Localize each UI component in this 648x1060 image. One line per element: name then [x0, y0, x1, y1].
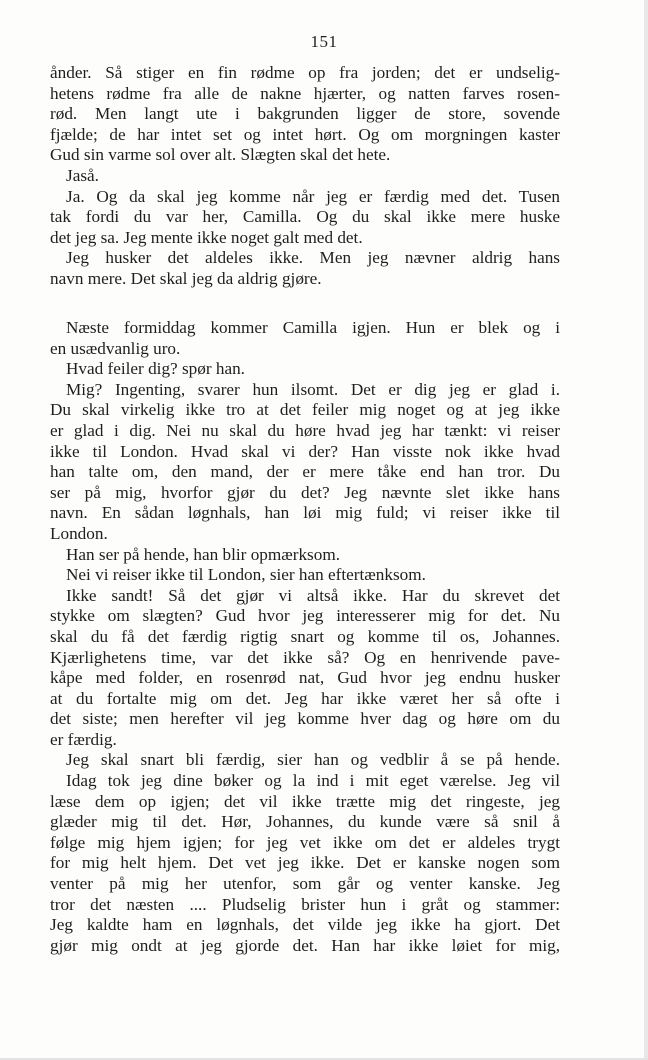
text-line: er glad i dig. Nei nu skal du høre hvad jeg har tænkt: vi reiser [50, 420, 560, 440]
text-line: navn. En sådan løgnhals, han løi mig fuld; vi reiser ikke til [50, 503, 560, 523]
text-block-lower [50, 318, 560, 956]
page-number: 151 [310, 32, 338, 51]
text-line: Ja. Og da skal jeg komme når jeg er færdig med det. Tusen [66, 186, 560, 206]
text-line: kåpe med folder, en rosenrød nat, Gud hvor jeg endnu husker [50, 668, 560, 688]
text-line: rød. Men langt ute i bakgrunden ligger de store, sovende [50, 104, 560, 124]
text-line: Mig? Ingenting, svarer hun ilsomt. Det er dig jeg er glad i. [66, 379, 560, 399]
text-line: ånder. Så stiger en fin rødme op fra jorden; det er undselig- [50, 63, 560, 82]
text-line: Nei vi reiser ikke til London, sier han eftertænksom. [66, 565, 426, 585]
text-line: for mig helt hjem. Det vet jeg ikke. Det er kanske nogen som [50, 853, 560, 873]
text-line: Hvad feiler dig? spør han. [66, 359, 245, 379]
text-line: det jeg sa. Jeg mente ikke noget galt med det. [50, 227, 363, 247]
text-block-upper [50, 63, 560, 290]
text-line: en usædvanlig uro. [50, 338, 181, 358]
text-line: fjælde; de har intet set og intet hørt. Og om morgningen kaster [50, 124, 560, 144]
text-line: Jeg kaldte ham en løgnhals, det vilde jeg ikke ha gjort. Det [50, 915, 560, 935]
text-line: ikke til London. Hvad skal vi der? Han visste nok ikke hvad [50, 441, 560, 461]
text-line: Jaså. [66, 165, 99, 185]
text-line: Næste formiddag kommer Camilla igjen. Hun er blek og i [66, 318, 560, 337]
text-line: det siste; men herefter vil jeg komme hver dag og høre om du [50, 709, 560, 729]
text-line: tak fordi du var her, Camilla. Og du skal ikke mere huske [50, 207, 560, 227]
text-line: Du skal virkelig ikke tro at det feiler mig noget og at jeg ikke [50, 400, 560, 420]
text-line: at du fortalte mig om det. Jeg har ikke været her så ofte i [50, 688, 560, 708]
text-line: læse dem op igjen; det vil ikke trætte mig det ringeste, jeg [50, 791, 560, 811]
text-line: følge mig hjem igjen; for jeg vet ikke om det er aldeles trygt [50, 832, 560, 852]
page-edge-right [644, 0, 648, 1060]
text-line: Idag tok jeg dine bøker og la ind i mit eget værelse. Jeg vil [66, 771, 560, 791]
text-line: han talte om, den mand, der er mere tåke end han tror. Du [50, 462, 560, 482]
text-line: glæder mig til det. Hør, Johannes, du kunde være så snil å [50, 812, 560, 832]
text-line: Gud sin varme sol over alt. Slægten skal det hete. [50, 145, 391, 165]
text-line: navn mere. Det skal jeg da aldrig gjøre. [50, 268, 322, 288]
text-line: Ikke sandt! Så det gjør vi altså ikke. Har du skrevet det [66, 585, 560, 605]
text-line: hetens rødme fra alle de nakne hjærter, og natten farves rosen- [50, 83, 560, 103]
text-line: skal du få det færdig rigtig snart og komme til os, Johannes. [50, 626, 560, 646]
text-line: venter på mig her utenfor, som går og venter kanske. Jeg [50, 874, 560, 894]
text-line: Kjærlighetens time, var det ikke så? Og en henrivende pave- [50, 647, 560, 667]
text-line: Jeg husker det aldeles ikke. Men jeg nævner aldrig hans [66, 248, 560, 268]
text-line: ser på mig, hvorfor gjør du det? Jeg nævnte slet ikke hans [50, 482, 560, 502]
text-line: London. [50, 523, 108, 543]
text-line: stykke om slægten? Gud hvor jeg interesserer mig for det. Nu [50, 606, 560, 626]
text-line: gjør mig ondt at jeg gjorde det. Han har ikke løiet for mig, [50, 935, 560, 955]
text-line: Jeg skal snart bli færdig, sier han og vedblir å se på hende. [66, 750, 560, 770]
text-line: Han ser på hende, han blir opmærksom. [66, 544, 340, 564]
text-line: tror det næsten .... Pludselig brister hun i gråt og stammer: [50, 894, 560, 914]
text-line: er færdig. [50, 729, 117, 749]
